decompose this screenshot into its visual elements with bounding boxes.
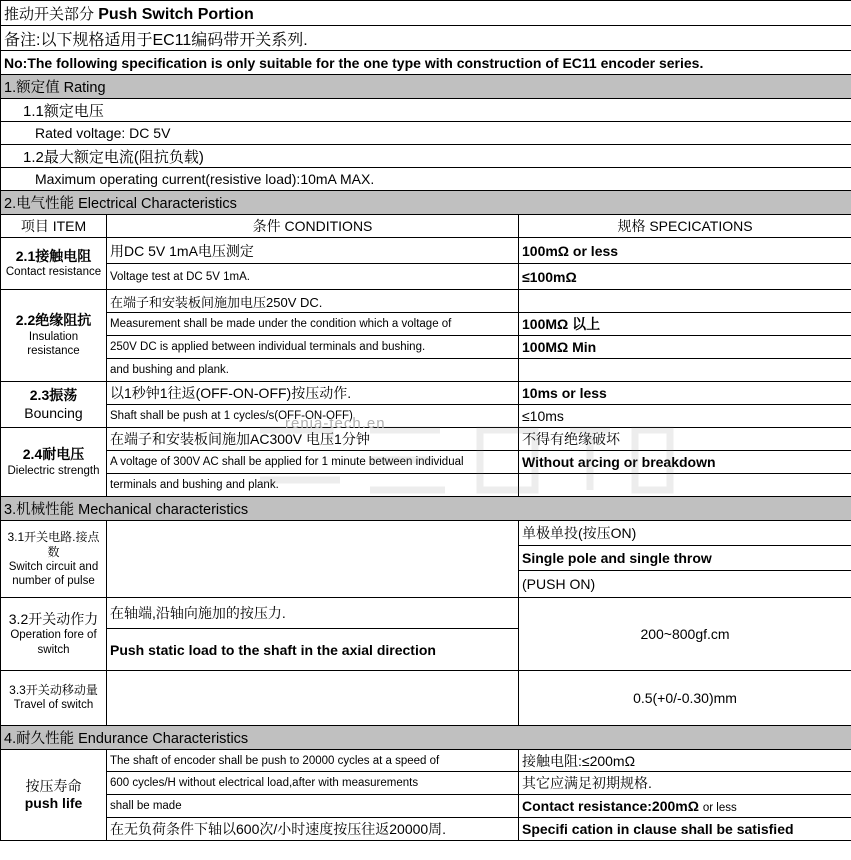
bouncing-condition-2: Shaft shall be push at 1 cycles/s(OFF-ON-OFF): [107, 405, 519, 428]
endurance-row-3: [1, 795, 851, 818]
insulation-spec-1: 100MΩ 以上: [519, 313, 851, 336]
circuit-spec-2: Single pole and single throw: [519, 546, 851, 571]
note-en: No:The following specification is only suitable for the one type with construction of EC11 encoder series.: [1, 51, 851, 75]
insulation-condition-2: Measurement shall be made under the condition which a voltage of: [107, 313, 519, 336]
contact-condition-1: 用DC 5V 1mA电压测定: [107, 238, 519, 264]
dielectric-condition-2: A voltage of 300V AC shall be applied for 1 minute between individual: [107, 451, 519, 474]
circuit-row-1: [1, 521, 851, 546]
title-en: Push Switch Portion: [98, 5, 254, 23]
note-en-row: [1, 51, 851, 75]
bouncing-row-2: [1, 405, 851, 428]
contact-spec-2: ≤100mΩ: [519, 264, 851, 290]
endurance-condition-2: 600 cycles/H without electrical load,after with measurements: [107, 772, 519, 795]
item-contact-resistance: 2.1接触电阻 Contact resistance: [1, 238, 107, 290]
circuit-spec-3: (PUSH ON): [519, 571, 851, 598]
col-conditions-header: 条件 CONDITIONS: [107, 215, 519, 238]
max-current-heading: 1.2最大额定电流(阻抗负载): [1, 145, 851, 168]
endurance-row-1: [1, 750, 851, 772]
force-condition-1: 在轴端,沿轴向施加的按压力.: [107, 598, 519, 629]
insulation-condition-4: and bushing and plank.: [107, 359, 519, 382]
travel-row: [1, 671, 851, 726]
dielectric-row-2: [1, 451, 851, 474]
insulation-condition-3: 250V DC is applied between individual terminals and bushing.: [107, 336, 519, 359]
contact-row-2: [1, 264, 851, 290]
endurance-spec-3: Contact resistance:200mΩ or less: [519, 795, 851, 818]
force-spec: 200~800gf.cm: [519, 598, 851, 671]
circuit-spec-1: 单极单投(按压ON): [519, 521, 851, 546]
insulation-row-3: [1, 336, 851, 359]
section-electrical-title: 2.电气性能 Electrical Characteristics: [1, 191, 851, 215]
rated-voltage-value: Rated voltage: DC 5V: [1, 122, 851, 145]
section-rating: [1, 75, 851, 99]
section-mechanical-title: 3.机械性能 Mechanical characteristics: [1, 497, 851, 521]
insulation-row-4: [1, 359, 851, 382]
section-endurance-title: 4.耐久性能 Endurance Characteristics: [1, 726, 851, 750]
item-insulation-resistance: 2.2绝缘阻抗 Insulation resistance: [1, 290, 107, 382]
insulation-row-1: [1, 290, 851, 313]
endurance-condition-4: 在无负荷条件下轴以600次/小时速度按压往返20000周.: [107, 818, 519, 841]
bouncing-row-1: [1, 382, 851, 405]
dielectric-row-3: [1, 474, 851, 497]
endurance-spec-4: Specifi cation in clause shall be satisfied: [519, 818, 851, 841]
contact-spec-1: 100mΩ or less: [519, 238, 851, 264]
bouncing-spec-1: 10ms or less: [519, 382, 851, 405]
col-item-header: 项目 ITEM: [1, 215, 107, 238]
rated-voltage-heading: 1.1额定电压: [1, 99, 851, 122]
insulation-condition-1: 在端子和安装板间施加电压250V DC.: [107, 290, 519, 313]
dielectric-condition-1: 在端子和安装板间施加AC300V 电压1分钟: [107, 428, 519, 451]
item-operation-force: 3.2开关动作力 Operation fore of switch: [1, 598, 107, 671]
dielectric-condition-3: terminals and bushing and plank.: [107, 474, 519, 497]
item-bouncing: 2.3振荡 Bouncing: [1, 382, 107, 428]
endurance-spec-1: 接触电阻:≤200mΩ: [519, 750, 851, 772]
title-cn: 推动开关部分: [4, 5, 95, 23]
travel-spec: 0.5(+0/-0.30)mm: [519, 671, 851, 726]
insulation-row-2: [1, 313, 851, 336]
max-current-value: Maximum operating current(resistive load):10mA MAX.: [1, 168, 851, 191]
dielectric-row-1: [1, 428, 851, 451]
title-row: [1, 1, 851, 26]
contact-row-1: [1, 238, 851, 264]
note-cn-row: [1, 26, 851, 51]
section-mechanical: [1, 497, 851, 521]
endurance-row-4: [1, 818, 851, 841]
endurance-row-2: [1, 772, 851, 795]
force-condition-2: Push static load to the shaft in the axial direction: [107, 629, 519, 671]
watermark-text: renia-tech.en: [285, 415, 386, 432]
dielectric-spec-1: 不得有绝缘破坏: [519, 428, 851, 451]
item-travel: 3.3开关动移动量 Travel of switch: [1, 671, 107, 726]
bouncing-spec-2: ≤10ms: [519, 405, 851, 428]
endurance-condition-1: The shaft of encoder shall be push to 20000 cycles at a speed of: [107, 750, 519, 772]
item-push-life: 按压寿命 push life: [1, 750, 107, 841]
item-dielectric-strength: 2.4耐电压 Dielectric strength: [1, 428, 107, 497]
column-header-row: [1, 215, 851, 238]
section-endurance: [1, 726, 851, 750]
contact-condition-2: Voltage test at DC 5V 1mA.: [107, 264, 519, 290]
bouncing-condition-1: 以1秒钟1往返(OFF-ON-OFF)按压动作.: [107, 382, 519, 405]
note-cn: 备注:以下规格适用于EC11编码带开关系列.: [1, 26, 851, 51]
dielectric-spec-2: Without arcing or breakdown: [519, 451, 851, 474]
section-rating-title: 1.额定值 Rating: [1, 75, 851, 99]
col-specs-header: 规格 SPECICATIONS: [519, 215, 851, 238]
item-switch-circuit: 3.1开关电路.接点数 Switch circuit and number of pulse: [1, 521, 107, 598]
endurance-spec-2: 其它应满足初期规格.: [519, 772, 851, 795]
insulation-spec-2: 100MΩ Min: [519, 336, 851, 359]
force-row-1: [1, 598, 851, 629]
section-electrical: [1, 191, 851, 215]
endurance-condition-3: shall be made: [107, 795, 519, 818]
